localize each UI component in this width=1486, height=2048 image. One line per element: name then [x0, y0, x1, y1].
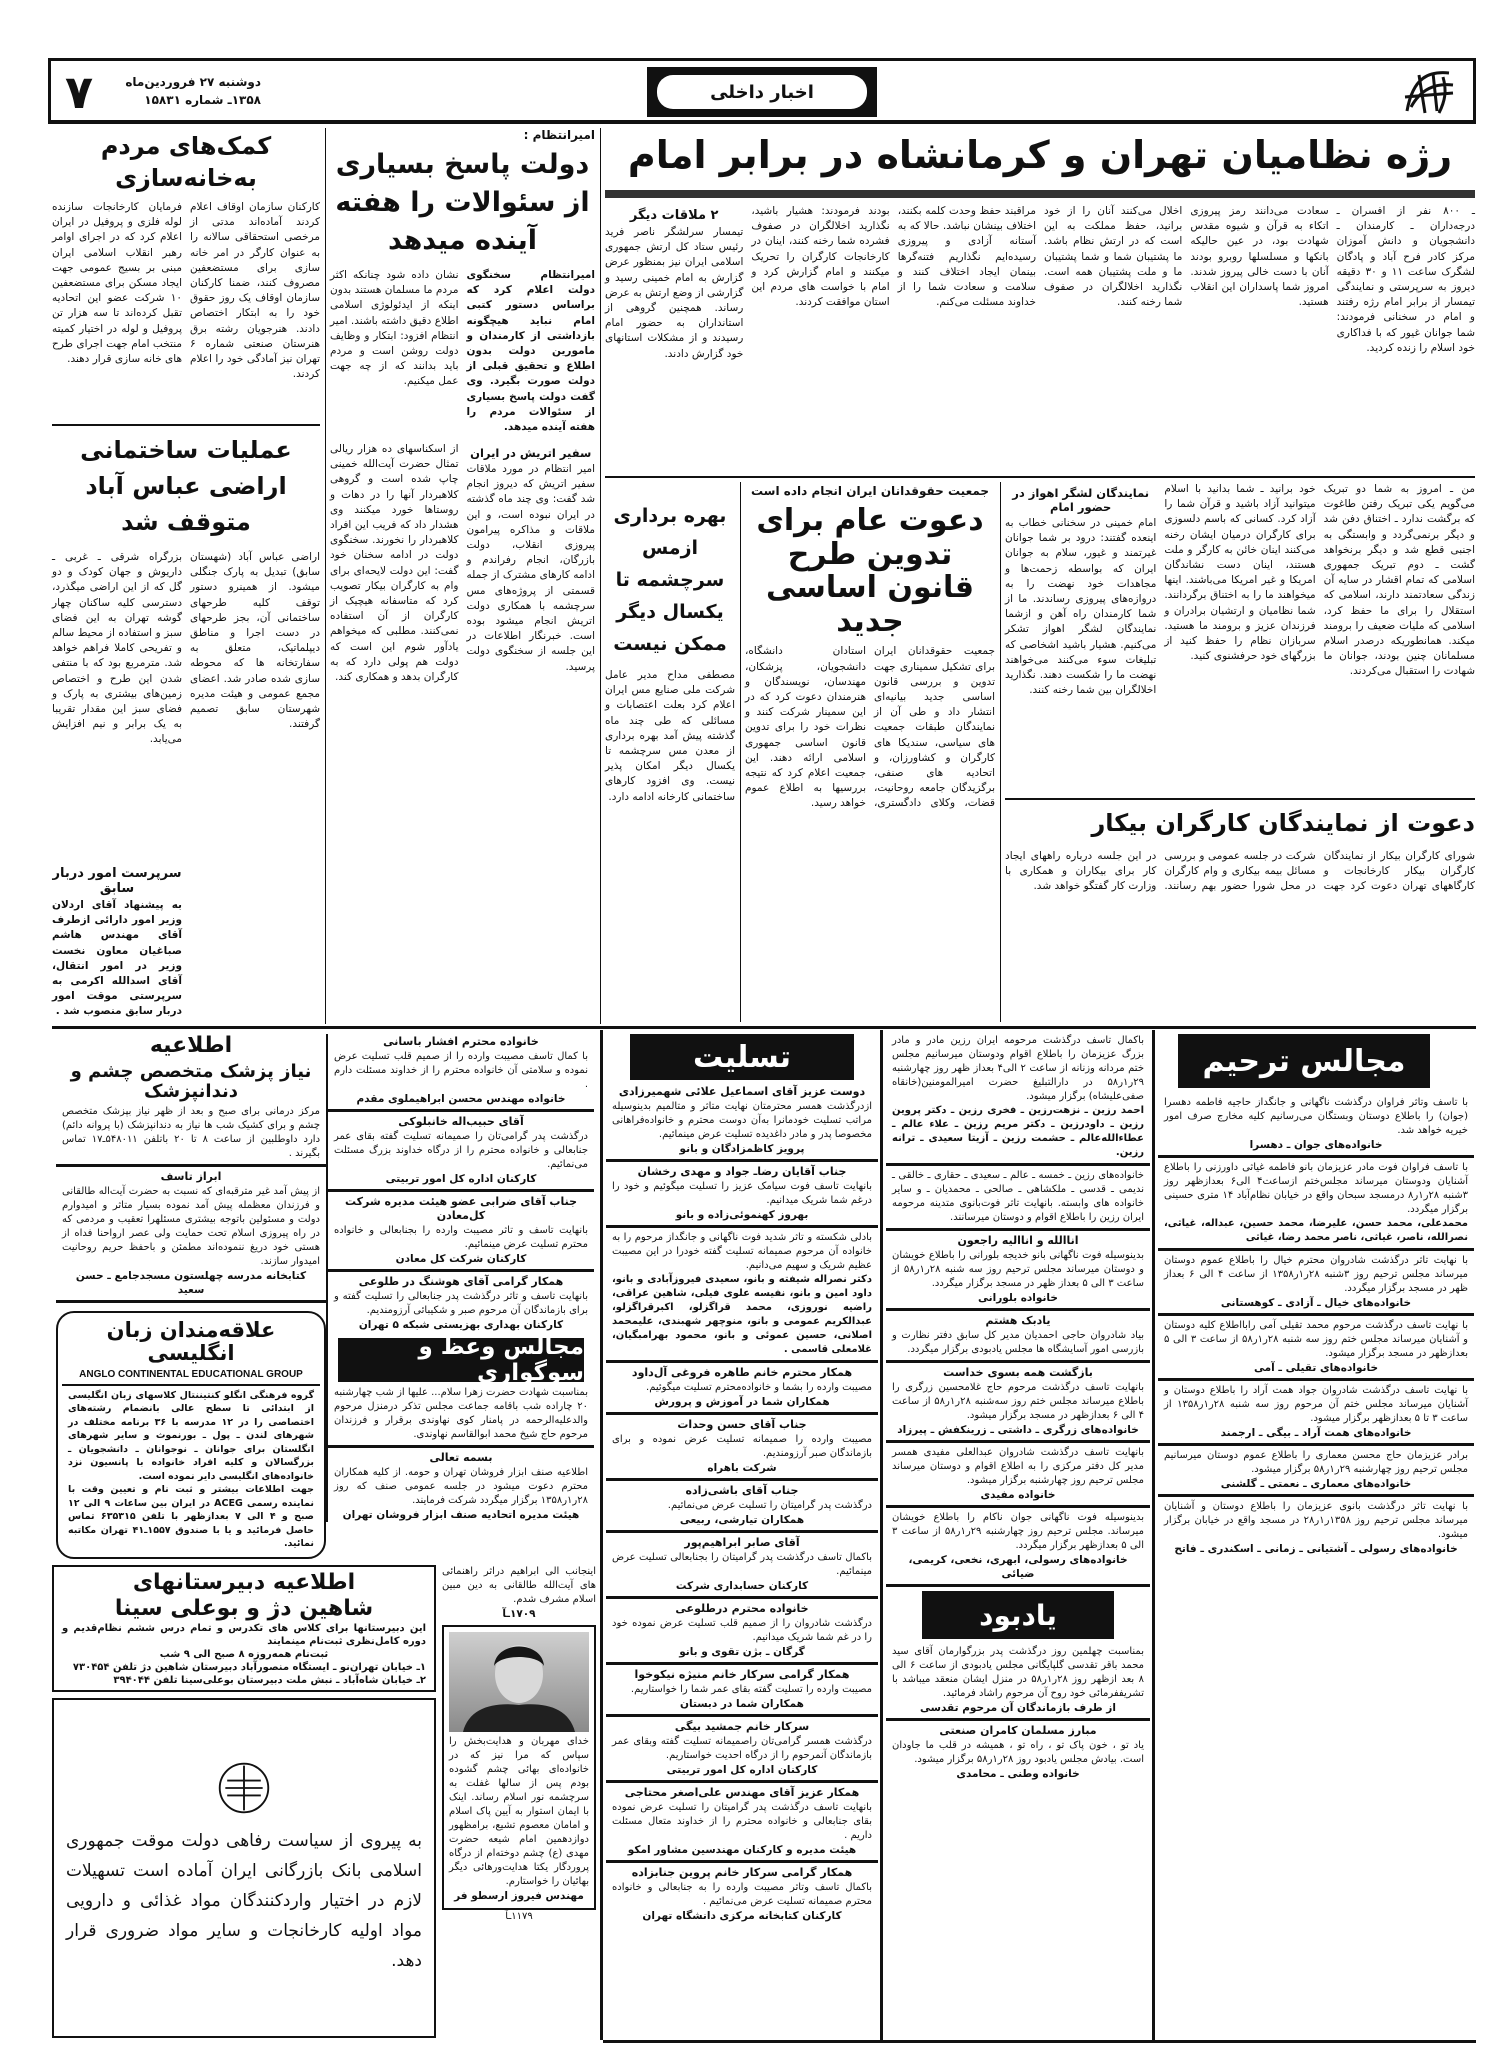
- divider: [1152, 1030, 1155, 2040]
- lead-col: بودند فرمودند: هشیار باشید، نگذارید اخلالگران در صفوف فشرده شما رخنه کنند، اینان در کارخانجات کارگران را تحریک میکنند و امام گزارش کرد و امام با خواست های مردم این استان موافقت کردند.: [751, 205, 890, 309]
- lead-col: خود برانید ـ شما بدانید با اسلام میتوانید آزاد باشید و قرآن شما را آزاد کرد. کسانی که باسم دلسوزی برای کارگران درمیان ایشان رخنه می‌کنند اینان خائن به کارگر و ملت هستند، اینان دست نشاندگان امریکا و غیر امریکا می‌باشند. اینها میخواهند ما را به اختناق برگردانند. شما نظامیان و ارتشیان برادران و فرزندان عزیز و برومند ما هستید. سربازان نظام را حفظ کنید از بزرگهای خود حرفشنوی کنید.: [1164, 483, 1316, 663]
- memorial-banner: یادبود: [922, 1591, 1114, 1639]
- ads-left-region: [52, 1034, 600, 2038]
- condolence-column: تسلیت دوست عزیز آقای اسماعیل علائی شهمیرزادی ازدرگذشت همسر محترمتان نهایت متاثر و متالمیم بدینوسیله مراتب تسلیت خودمانرا به‌آن دوست محترم و خانواده‌فراهانی مخصوصا پدر و مادر داغدیده تسلیت عرض مینمائیم. پرویز کاظمزادگان و بانو جناب آقایان رضاـ جواد و مهدی رخشان بانهایت تاسف فوت سیامک عزیز را تسلیت میگوئیم و خود را درغم شما شریک میدانیم. بهروز کهنموئی‌زاده و بانو بادلی شکسته و تاثر شدید فوت ناگهانی و جانگداز مرحوم را به خانواده آن مرحوم صمیمانه تسلیت گفته خودرا در این مصیبت عظیم شریک و سهیم می‌دانیم. دکتر نصراله شیفته و بانو، سعیدی فیروزآبادی و بانو، داود امین و بانو، نفیسه علوی فیلی، شاهین عراقی، راضیه نوروزی، محمد قراگزلو، اکبرقراگزلو، عبدالکریم عمومی و بانو، منوچهر شهبندی، علیمحمد اصلانی، حسین عموئی و بانو، محمود بهرامبگیان، غلامعلی قاسمی . همکار محترم خانم طاهره فروغی آل‌داود مصیبت وارده را بشما و خانواده‌محترم تسلیت میگوئیم. همکاران شما در آموزش و پرورش جناب آقای حسن وحدات مصیبت وارده را صمیمانه تسلیت عرض نموده و برای بازماندگان صبر آرزومندیم. شرکت باهراه جناب آقای باشی‌زاده درگذشت پدر گرامیتان را تسلیت عرض می‌نمائیم. همکاران تیارشی، ربیعی آقای صابر ابراهیم‌پور باکمال تاسف درگذشت پدر گرامیتان را بجنابعالی تسلیت عرض مینمائیم. کارکنان حسابداری شرکت خانواده محترم درطلوعی درگذشت شادروان را از صمیم قلب تسلیت عرض نموده خود را در غم شما شریک میدانیم. گرگان ـ بژن تقوی و بانو همکار گرامی سرکار خانم منیژه نیکوخوا مصیبت وارده را تسلیت گفته بقای عمر شما را خواستاریم. همکاران شما در دبستان سرکار خانم جمشید بیگی درگذشت همسر گرامی‌تان راصمیمانه تسلیت گفته وبقای عمر بازماندگان آنمرحوم را از درگاه احدیت خواستاریم. کارکنان اداره کل امور تربیتی همکار عزیز آقای مهندس علی‌اصغر محتاجی بانهایت تاسف درگذشت پدر گرامیتان را تسلیت عرض نموده بقای جنابعالی و خانواده محترم را از خداوند متعال مسئلت داریم . هیئت مدیره و کارکنان مهندسین مشاور امکو همکار گرامی سرکار خانم پروین جنابزاده باکمال تاسف وتاثر مصیبت وارده را به جنابعالی و خانواده محترم صمیمانه تسلیت عرض می‌نمائیم . کارکنان کتابخانه مرکزی دانشگاه تهران: [606, 1034, 878, 1923]
- sermon-banner: مجالس وعظ و سوگواری: [338, 1338, 584, 1382]
- page-number: ۷: [65, 65, 94, 119]
- subheading: سفیر اتریش در ایران: [470, 446, 592, 460]
- divider: [605, 476, 1475, 478]
- notice-title: اطلاعیه: [149, 1033, 233, 1058]
- lead-col: ـ ۸۰۰ نفر از افسران ـ درجه‌داران ـ کارمندان ـ دانشجویان و دانش آموزان مرکز کادر فرح آباد و پادگان لشگرک ساعت ۱۱ و ۳۰ دقیقه دیروز به سرپرستی و نمایندگی تیمسار از برابر امام رژه رفتند و امام در سخنانی فرمودند: شما جوانان غیور که با فداکاری خود اسلام را زنده کردید.: [1336, 205, 1475, 354]
- photo-area: اینجانب الی ابراهیم دراثر راهنمائی های آیت‌الله طالقانی به دین مبین اسلام مشرف شدم. ۱۷۰۹ـآ خدای مهربان و هدایت‌بخش را سپاس که مرا نیز که در خانواده‌ای بهائی چشم گشوده بودم پس از سالها غفلت به سرچشمه نور اسلام رساند. اینک با ایمان استوار به آیین پاک اسلام و امامان معصوم تشیع، برامظهور دوازدهمین امام شیعه حضرت مهدی (ع) چشم دوخته‌ام از درگاه پروردگار یکتا هدایت‌ورهائی دیگر بهائیان را خواستارم. مهندس فیروز ارسطو فر ۱۱۷۹ـآ: [442, 1565, 596, 1922]
- divider: [600, 1030, 603, 2040]
- divider: [1000, 482, 1001, 1022]
- portrait-photo: [449, 1632, 589, 1732]
- constitution-story: جمعیت حقوقدانان ایران انجام داده است دعوت عام برای تدوین طرح قانون اساسی جدید جمعیت حقوقدانان ایران برای تشکیل سمیناری جهت تدوین و بررسی قانون اساسی جدید بیانیه‌ای انتشار داد و طی آن از نمایندگان طبقات جمعیت های سیاسی، سندیکا های کارگران و کشاورزان، و اتحادیه های صنفی، برگزیدگان جامعه روحانیت، قضات، وکلای دادگستری، استادان دانشگاه، دانشجویان، پزشکان، مهندسان، نویسندگان و هنرمندان دعوت کرد که در این سمینار شرکت کنند و نظرات خود را برای تدوین قانون اساسی جمهوری اسلامی ارائه دهند. این جمعیت اعلام کرد که نتیجه بررسیها به اطلاع عموم خواهد رسید.: [745, 484, 995, 810]
- lead-continuation: من ـ امروز به شما دو تبریک می‌گویم یکی تبریک رفتن طاغوت که برگشت ندارد ـ اختناق دفن شد و دیگر برنمی‌گردد و وابستگی به اجنبی قطع شد و دیگر برنخواهد گشت ـ دوم تبریک جمهوری اسلامی که تمام اقشار در سایه آن زندگی سعادتمند دارند، اسلامی که استقلال را برای ما حفظ کرد، اسلامی که ملیات ضعیف را برومند میکند. همانطوریکه درصدر اسلام مسلمانان چنین بودند، جوانان ما شهادت را استقبال می‌کردند. خود برانید ـ شما بدانید با اسلام میتوانید آزاد باشید و قرآن شما را آزاد کرد. کسانی که باسم دلسوزی برای کارگران درمیان ایشان رخنه می‌کنند اینان خائن به کارگر و ملت هستند، اینان دست نشاندگان امریکا و غیر امریکا می‌باشند. اینها میخواهند ما را به اختناق برگردانند. شما نظامیان و ارتشیان برادران و فرزندان عزیز و برومند ما هستید. سربازان نظام را حفظ کنید از بزرگهای خود حرفشنوی کنید. نمایندگان لشگر اهواز در حضور امام امام خمینی در سخنانی خطاب به اینعده گفتند: درود بر شما جوانان غیرتمند و غیور، سلام به جوانان ایران که بواسطه زحمت‌ها و مجاهدات خود نهضت را به دروازه‌های پیروزی رساندند. ما از شما کارمندان راه آهن و ازشما نمایندگان لشگر اهواز تشکر می‌کنیم. هشیار باشید اشخاصی که تبلیغات سوء می‌کنند می‌خواهند نهضت ما را شکست دهند. نگذارید اخلالگران بین شما رخنه کنند.: [1005, 482, 1475, 794]
- newspaper-logo: [1399, 67, 1459, 117]
- masthead: [48, 58, 1476, 124]
- divider: [52, 424, 320, 426]
- lead-col: اخلال می‌کنند آنان را از خود برانید، حفظ مملکت به این است که در ارتش نظام باشد. ما پشتیبان شما و شما پشتیبان ما و ملت پشتیبان همه است. نگذارید اخلالگران در صفوف شما رخنه کنند.: [1044, 205, 1183, 309]
- divider: [740, 482, 741, 1022]
- divider: [325, 128, 326, 1024]
- lead-col: مراقبند حفظ وحدت کلمه بکنند، اختلاف بینشان نباشد. حالا که به آستانه آزادی و پیروزی رسیده‌ایم نگذاریم فتنه‌گرها بینمان ایجاد اختلاف کنند و سلامت و سعادت شما را از خداوند مسئلت می‌کنم.: [897, 205, 1037, 309]
- abbasabad-story: عملیات ساختمانی اراضی عباس آباد متوقف شد اراضی عباس آباد (شهستان سابق) تبدیل به پارک جنگلی میشود. از همینرو دستور توقف کلیه طرحهای ساختمانی آن، بجز طرحهای در دست اجرا و مناطق دیپلماتیک، متعلق به سفارتخانه ها که محوطه سازی شده صادر شد. اعضای مجمع عمومی و هیئت مدیره شهرستان سابق تصمیم گرفتند. بزرگراه شرقی ـ غربی ـ داریوش و جهان کودک و دو گل که از این اراضی میگذرد، دسترسی کلیه ساکنان چهار گوشه تهران به این فضای سبز و استفاده از محیط سالم و تفریحی کاملا فراهم خواهد شد. مترمربع بود که با منتفی شدن این طرح و اختصاص زمین‌های بیشتری به پارک و فضای سبز این مقدار تقریبا به یک برابر و نیم افزایش می‌یابد.: [52, 436, 320, 746]
- unemployed-story: دعوت از نمایندگان کارگران بیکار شورای کارگران بیکار از نمایندگان کارگران بیکار کارخانجات و کارگاههای تهران دعوت کرد جهت شرکت در جلسه عمومی و بررسی مسائل بیمه بیکاری و وام کارگران در محل شورا حضور بهم رسانند. در این جلسه درباره راههای ایجاد کار برای بیکاران و همکاری با وزارت کار گفتگو خواهد شد.: [1005, 809, 1475, 893]
- divider: [1005, 798, 1475, 800]
- ads-col-5: مجالس ترحیم با تاسف وتاثر فراوان درگذشت ناگهانی و جانگداز حاجیه فاطمه دهسرا (جوان) را باطلاع دوستان وبستگان می‌رسانیم کلیه مخارج صرف امور خیریه خواهد شد. خانواده‌های جوان ـ دهسرا با تاسف فراوان فوت مادر عزیزمان بانو فاطمه غیاثی داورزنی را باطلاع آشنایان ودوستان میرساند مجلس‌ختم ازساعت۴ الی۶ بعدازظهر روز ۳شنبه ۲۸ر۱ر۸ درمسجد سبحان واقع در خیابان نظام‌آباد ۱۴ متری حسینی برگزار میگردد. محمدعلی، محمد حسن، علیرضا، محمد حسین، عبداله، غیاثی، نصرالله، ناصر، غیاثی، ناصر محمد رضا، غیاثی با نهایت تاثر درگذشت شادروان محترم خیال را باطلاع عموم دوستان میرساند مجلس ترحیم روز ۳شنبه ۲۸ر۱ر۱۳۵۸ از ساعت ۴ الی ۶ بعداز ظهر در مسجد برگزار میگردد. خانواده‌های خیال ـ آزادی ـ کوهستانی با نهایت تاسف درگذشت مرحوم محمد تقیلی آمی رابااطلاع کلیه دوستان و آشنایان میرساند مجلس ختم روز سه شنبه ۲۸ر۱ر۵۸ از ساعت ۳ الی ۵ بعدازظهر در مسجد برگزار میشود. خانواده‌های تقیلی ـ آمی با نهایت تاسف درگذشت شادروان جواد همت آراد را باطلاع دوستان و آشنایان میرساند مجلس ختم آن مرحوم روز سه شنبه ۲۸ر۱ر۱۳۵۸ از ساعت ۳ تا ۵ بعدازظهر برگزار میشود. خانواده‌های همت آراد ـ بیگی ـ ارجمند برادر عزیزمان حاج محسن معماری را باطلاع عموم دوستان میرسانیم مجلس ترحیم روز چهارشنبه ۲۹ر۱ر۵۸ برگزار میشود. خانواده‌های معماری ـ نعمتی ـ گلشنی با نهایت تاثر درگذشت بانوی عزیزمان را باطلاع دوستان و آشنایان میرساند مجلس ترحیم روز ۱۳۵۸ر۱ر۲۸ در مسجد واقع در خیابان برگزار میشود. خانواده‌های رسولی ـ آشتیانی ـ زمانی ـ اسکندری ـ فاتح: [1158, 1034, 1474, 1556]
- dateline: دوشنبه ۲۷ فروردین‌ماه ۱۳۵۸ـ شماره ۱۵۸۳۱: [125, 75, 261, 107]
- condolence-banner: تسلیت: [630, 1034, 854, 1080]
- funeral-banner: مجالس ترحیم: [1178, 1034, 1430, 1088]
- english-school-ad: علاقه‌مندان زبان انگلیسی ANGLO CONTINENTAL EDUCATIONAL GROUP گروه فرهنگی انگلو کنتیننتال کلاسهای زبان انگلیسی از ابتدائی تا سطح عالی بانضمام رشته‌های اختصاصی را در ۱۲ مدرسه با ۳۶ برنامه مختلف در شهرهای لندن ـ پول ـ بورنموث و سایر شهرهای انگلستان برای جوانان ـ نوجوانان ـ دانشجویان ـ بزرگسالان و کلیه افراد خانواده با پانسیون نزد خانواده‌های انگلیسی دایر نموده است. جهت اطلاعات بیشتر و ثبت نام و تعیین وقت با نماینده رسمی ACEG در ایران بین ساعات ۹ الی ۱۲ صبح و ۴ الی ۷ بعدازظهر با تلفن ۶۳۵۳۱۵ تماس حاصل فرمائید و یا با صندوق ۱۵۵۷ـ۴۱ تهران مکاتبه نمائید.: [56, 1311, 326, 1559]
- divider: [605, 190, 1475, 198]
- lead-col: سعادت می‌دانند رمز پیروزی اتکاء به قرآن و شیوه مقدس شهادت بود، در عین حالیکه بانکها و مسلسلها روبرو بودند آنان با دست خالی پیروز شدند. امروز شما پاسداران این انقلاب هستید.: [1190, 205, 1329, 309]
- side-story: ۲ ملاقات دیگر تیمسار سرلشگر ناصر فرید رئیس ستاد کل ارتش جمهوری اسلامی ایران نیز بمنظور عرض گزارش به امام خمینی رسید و گزارشی از وضع ارتش به عرض رساند. همچنین گروهی از استانداران به حضور امام رسیدند و از مشکلات استانهای خود گزارش دادند.: [605, 208, 744, 360]
- divider: [880, 1030, 883, 2040]
- court-story: سرپرست امور دربار سابق به پیشنهاد آقای اردلان وزیر امور دارائی ازطرف آقای مهندس هاشم صباغیان معاون نخست وزیر در امور انتقال، آقای اسدالله اکرمی به سرپرستی موقت امور دربار سابق منصوب شد .: [52, 866, 182, 1018]
- section-label: اخبار داخلی: [647, 67, 877, 117]
- housing-story: کمک‌های مردم به‌خانه‌سازی کارکنان سازمان اوقاف اعلام کردند آماده‌اند مدتی از مرخصی استحقاقی سالانه را به عنوان کارگر در امر خانه سازی برای مستضعفین مصروف کنند، ضمنا کارکنان سازمان اوقاف یک روز حقوق خود را به ابتکار اختصاص دادند. هنرجویان رشته برق هنرستان صنعتی شماره ۶ تهران نیز آمادگی خود را اعلام کردند. فرمایان کارخانجات سازنده لوله فلزی و پروفیل در ایران اعلام کرد که در اجرای اوامر رهبر انقلاب اسلامی ایران مبنی بر بسیج عمومی جهت ایجاد مسکن برای مستضعفین ۱۰ شرکت عضو این اتحادیه تقبل کرده‌اند تا سه هزار تن پروفیل و لوله در اختیار کمیته منتخب امام جهت اجرای طرح های خانه سازی قرار دهند.: [52, 132, 320, 381]
- schools-ad: اطلاعیه دبیرستانهای شاهین دژ و بوعلی سینا این دبیرستانها برای کلاس های تکدرس و تمام درس ششم نظام‌قدیم و دوره کامل‌نظری ثبت‌نام مینمایند ثبت‌نام همه‌روزه ۸ صبح الی ۹ شب ۱ـ خیابان تهران‌نو ـ ایستگاه منصورآباد دبیرستان شاهین دژ تلفن ۷۳۰۴۵۴ ۲ـ خیابان شاه‌آباد ـ نبش ملت دبیرستان بوعلی‌سینا تلفن ۳۹۴۰۴۴: [52, 1565, 436, 1692]
- photo-ad: خدای مهربان و هدایت‌بخش را سپاس که مرا نیز که در خانواده‌ای بهائی چشم گشوده بودم پس از سالها غفلت به سرچشمه نور اسلام رساند. اینک با ایمان استوار به آیین پاک اسلام و امامان معصوم تشیع، برامظهور دوازدهمین امام شیعه حضرت مهدی (ع) چشم دوخته‌ام از درگاه پروردگار یکتا هدایت‌ورهائی دیگر بهائیان را خواستارم. مهندس فیروز ارسطو فر: [442, 1625, 596, 1910]
- subheading: نمایندگان لشگر اهواز در حضور امام: [1012, 486, 1150, 514]
- bank-logo: [66, 1760, 422, 1820]
- ads-col-2: خانواده محترم افشار باسانی با کمال تاسف مصیبت وارده را از صمیم قلب تسلیت عرض نموده و سلامتی آن خانواده محترم را از خداوند مسئلت دارم . خانواده مهندس محسن ابراهیملوی مقدم آقای حبیب‌اله خانبلوکی درگذشت پدر گرامی‌تان را صمیمانه تسلیت گفته بقای عمر جنابعالی و خانواده محترم را از درگاه خداوند بزرگ مسئلت می‌نمائیم. کارکنان اداره کل امور تربیتی جناب آقای ضرابی عضو هیئت مدیره شرکت کل‌معادن بانهایت تاسف و تاثر مصیبت وارده را بجنابعالی و خانواده محترم تسلیت عرض مینمائیم. کارکنان شرکت کل معادن همکار گرامی آقای هوشنگ در طلوعی بانهایت تاسف و تاثر درگذشت پدر جنابعالی را تسلیت گفته و برای بازماندگان آن مرحوم صبر و شکیبائی آرزومندیم. کارکنان بهداری بهزیستی شبکه ۵ تهران مجالس وعظ و سوگواری بمناسبت شهادت حضرت زهرا سلام... علیها از شب چهارشنبه ۲۰ چاراده شب باقامه جماعت مجلس تذکر درمنزل مرحوم والدعلیه‌الرحمه در پامنار کوی نهاوندی برقرار و فرزندان مرحوم حاج شیخ محمد ابوالقاسم نهاوندی. بسمه تعالی اطلاعیه صنف ابزار فروشان تهران و حومه. از کلیه همکاران محترم دعوت میشود در جلسه عمومی صنف که روز ۲۸ر۱ر۱۳۵۸ برگزار میگردد شرکت فرمایند. هیئت مدیره اتحادیه صنف ابزار فروشان تهران: [326, 1034, 600, 1522]
- divider: [603, 2040, 1476, 2043]
- ads-col-left: اطلاعیه نیاز پزشک متخصص چشم و دندانپزشک مرکز درمانی برای صبح و بعد از ظهر نیاز بپزشک متخصص چشم و برای کشیک شب ها نیاز به دندانپزشک (با پروانه دائم) دارد داوطلبین از ساعت ۸ تا ۲۰ باتلفن ۵۴۸۰۱۱ـ۱۷ تماس بگیرند . ابراز تاسف از پیش آمد غیر مترقبه‌ای که نسبت به حضرت آیت‌اله طالقانی و فرزندان معظمله پیش آمد نموده بسیار متاثر و امیدوارم دولت و مسئولین باتوجه بیشتری مسئلهرا تعقیب و مردمی که در راه پیروزی اسلام تحت حمایت ولی عصر ارواحنا فداه از هستی خود دریغ ننموده‌اند مطمئن و باحفظ حریم روحانیت امیدوار سازند. کتابخانه مدرسه چهلستون مسجدجامع ـ حسن سعید علاقه‌مندان زبان انگلیسی ANGLO CONTINENTAL EDUCATIONAL GROUP گروه فرهنگی انگلو کنتیننتال کلاسهای زبان انگلیسی از ابتدائی تا سطح عالی بانضمام رشته‌های اختصاصی را در ۱۲ مدرسه با ۳۶ برنامه مختلف در شهرهای لندن ـ پول ـ بورنموث و سایر شهرهای انگلستان برای جوانان ـ نوجوانان ـ دانشجویان ـ بزرگسالان و کلیه افراد خانواده با پانسیون نزد خانواده‌های انگلیسی دایر نموده است. جهت اطلاعات بیشتر و ثبت نام و تعیین وقت با نماینده رسمی ACEG در ایران بین ساعات ۹ الی ۱۲ صبح و ۴ الی ۷ بعدازظهر با تلفن ۶۳۵۳۱۵ تماس حاصل فرمائید و یا با صندوق ۱۵۵۷ـ۴۱ تهران مکاتبه نمائید.: [52, 1034, 326, 1559]
- lead-headline: رژه نظامیان تهران و کرمانشاه در برابر امام: [627, 133, 1453, 177]
- divider: [52, 1026, 1476, 1029]
- lead-columns: [605, 204, 1475, 472]
- divider: [600, 128, 601, 1024]
- bank-ad: به پیروی از سیاست رفاهی دولت موقت جمهوری اسلامی بانک بازرگانی ایران آماده است تسهیلات لازم در اختیار واردکنندگان مواد غذائی و دارویی مواد اولیه کارخانجات و سایر مواد ضروری قرار دهد.: [52, 1698, 436, 2038]
- government-story: امیرانتظام : دولت پاسخ بسیاری از سئوالات را هفته آینده میدهد امیرانتظام سخنگوی دولت اعلام کرد که براساس دستور کتبی امام نباید هیچگونه بازداشتی از کارمندان و مامورین دولت بدون اطلاع و تحقیق قبلی از دولت صورت بگیرد. وی گفت دولت پاسخ بسیاری از سئوالات مردم را هفته آینده میدهد. نشان داده شود چنانکه اکثر مردم ما مسلمان هستند بدون اینکه از ایدئولوژی اسلامی اطلاع دقیق داشته باشند. امیر انتظام افزود: ابتکار و وظایف دولت روشن است و مردم باید بدانند که از چه جهت عمل میکنیم. سفیر اتریش در ایران امیر انتظام در مورد ملاقات سفیر اتریش که دیروز انجام شد گفت: وی چند ماه گذشته در ایران نبوده است، و این ملاقات و مذاکره پیرامون پیروزی انقلاب، دولت بازرگان، انجام رفراندم و ادامه کارهای مشترک از جمله قسمتی از پروژه‌های مس سرچشمه با همکاری دولت اتریش انجام میشود بوده است. خبرنگار اطلاعات در این جلسه از سخنگوی دولت پرسید. از اسکناسهای ده هزار ریالی تمثال حضرت آیت‌الله خمینی چاپ شده است و گروهی کلاهبردار آنها را در دهات و روستاها خورد میکنند وی هشدار داد که فریب این افراد کلاهبردار را نخورند. سخنگوی دولت در ادامه سخنان خود گفت: این دولت لایحه‌ای برای وام به کارگران بیکار تصویب کرد که متاسفانه هیچیک از کارگران از آن استفاده نمی‌کنند. مطلبی که میخواهم یادآور شوم این است که دولت هم پولی دارد که به کارگران بدهد و همکاری کند.: [330, 128, 595, 684]
- lead-col: من ـ امروز به شما دو تبریک می‌گویم یکی تبریک رفتن طاغوت که برگشت ندارد ـ اختناق دفن شد و دیگر برنمی‌گردد و وابستگی به اجنبی قطع شد و دیگر برنخواهد گشت ـ دوم تبریک جمهوری اسلامی که تمام اقشار در سایه آن زندگی سعادتمند دارند، اسلامی که استقلال را برای ما حفظ کرد، اسلامی که ملیات ضعیف را برومند میکند. همانطوریکه درصدر اسلام مسلمانان چنین بودند، جوانان ما شهادت را استقبال می‌کردند.: [1323, 483, 1475, 678]
- ads-col-4: باکمال تاسف درگذشت مرحومه ایران رزین مادر و مادر بزرگ عزیزمان را باطلاع اقوام ودوستان میرسانیم مجلس ختم مردانه وزنانه از ساعت ۲ الی۴ بعداز ظهر روز چهارشنبه ۲۹ر۱ر۵۸ در دارالتبلیغ حضرت امیرالمومنین(خانقاه صفی‌علیشاه) برگزار میشود. احمد رزین ـ نزهت‌رزین ـ فخری رزین ـ دکتر پروین رزین ـ داودرزین ـ دکتر مریم رزین ـ علاء عالم ـ عطاءالله‌عالم ـ حشمت رزین ـ آزیتا سعیدی ـ ترانه رزین. خانواده‌های رزین ـ خمسه ـ عالم ـ سعیدی ـ حقاری ـ خالقی ـ ندیمی ـ قدسی ـ ملکشاهی ـ صالحی ـ محمدیان ـ و سایر خانواده های وابسته. بانهایت تاثر فوت‌بانوی متدینه مرحومه ایران رزین را باطلاع اقوام و دوستان میرسانند. اناالله و انااليه راجعون بدینوسیله فوت ناگهانی بانو خدیجه بلورانی را باطلاع خویشان و دوستان میرساند مجلس ترحیم روز سه شنبه ۲۸ر۱ر۵۸ از ساعت ۳ الی ۵ بعداز ظهر در مسجد برگزار میگردد. خانواده بلورانی یادبک هشتم بیاد شادروان حاجی احمدیان مدیر کل سابق دفتر نظارت و بازرسی امور آسایشگاه ها مجلس یادبودی برگزار میگردد. بازگشت همه بسوی خداست بانهایت تاسف درگذشت مرحوم حاج غلامحسین زرگری را باطلاع میرساند مجلس ختم روز سه‌شنبه ۲۸ر۱ر۵۸ از ساعت ۴ الی ۶ بعدازظهر در مسجد برگزار میشود. خانواده‌های زرگری ـ داشتی ـ زرینکفش ـ پیرزاد بانهایت تاسف درگذشت شادروان عبدالعلی مفیدی همسر مدیر کل دفتر مرکزی را به اطلاع اقوام و دوستان میرساند مجلس ترحیم روز چهارشنبه برگزار میشود. خانواده مفیدی بدینوسیله فوت ناگهانی جوان ناکام را باطلاع خویشان میرساند. مجلس ترحیم روز چهارشنبه ۲۹ر۱ر۵۸ از ساعت ۳ الی ۵ بعدازظهر برگزار میگردد. خانواده‌های رسولی، ابهری، نخعی، کریمی، ضیائی یادبود بمناسبت چهلمین روز درگذشت پدر بزرگوارمان آقای سید محمد باقر تقدسی گلپایگانی مجلس یادبودی از ساعت ۶ الی ۸ بعد ازظهر روز ۲۸ر۱ر۵۸ در منزل ایشان منعقد میباشد با تشریففرمائی خود روح آن مرحوم راشاد فرمائید. از طرف بازماندگان آن مرحوم تقدسی مبارز مسلمان کامران صنعتی یاد تو ، خون پاک تو ، راه تو ، همیشه در قلب ما جاودان است. بیادش مجلس یادبود روز ۲۸ر۱ر۵۸ برگزار میشود. خانواده وطنی ـ محامدی: [886, 1034, 1150, 1781]
- memorial-section: یادبود بمناسبت چهلمین روز درگذشت پدر بزرگوارمان آقای سید محمد باقر تقدسی گلپایگانی مجلس یادبودی از ساعت ۶ الی ۸ بعد ازظهر روز ۲۸ر۱ر۵۸ در منزل ایشان منعقد میباشد با تشریففرمائی خود روح آن مرحوم راشاد فرمائید. از طرف بازماندگان آن مرحوم تقدسی مبارز مسلمان کامران صنعتی یاد تو ، خون پاک تو ، راه تو ، همیشه در قلب ما جاودان است. بیادش مجلس یادبود روز ۲۸ر۱ر۵۸ برگزار میشود. خانواده وطنی ـ محامدی: [886, 1591, 1150, 1781]
- copper-story: بهره برداری ازمس سرچشمه تا یکسال دیگر ممکن نیست مصطفی مداح مدیر عامل شرکت ملی صنایع مس ایران اعلام کرد بعلت اعتصابات و مسائلی که طی چند ماه گذشته پیش آمد بهره برداری از معدن مس سرچشمه تا یکسال دیگر امکان پذیر نیست. وی افزود کارهای ساختمانی کارخانه ادامه دارد.: [605, 505, 735, 803]
